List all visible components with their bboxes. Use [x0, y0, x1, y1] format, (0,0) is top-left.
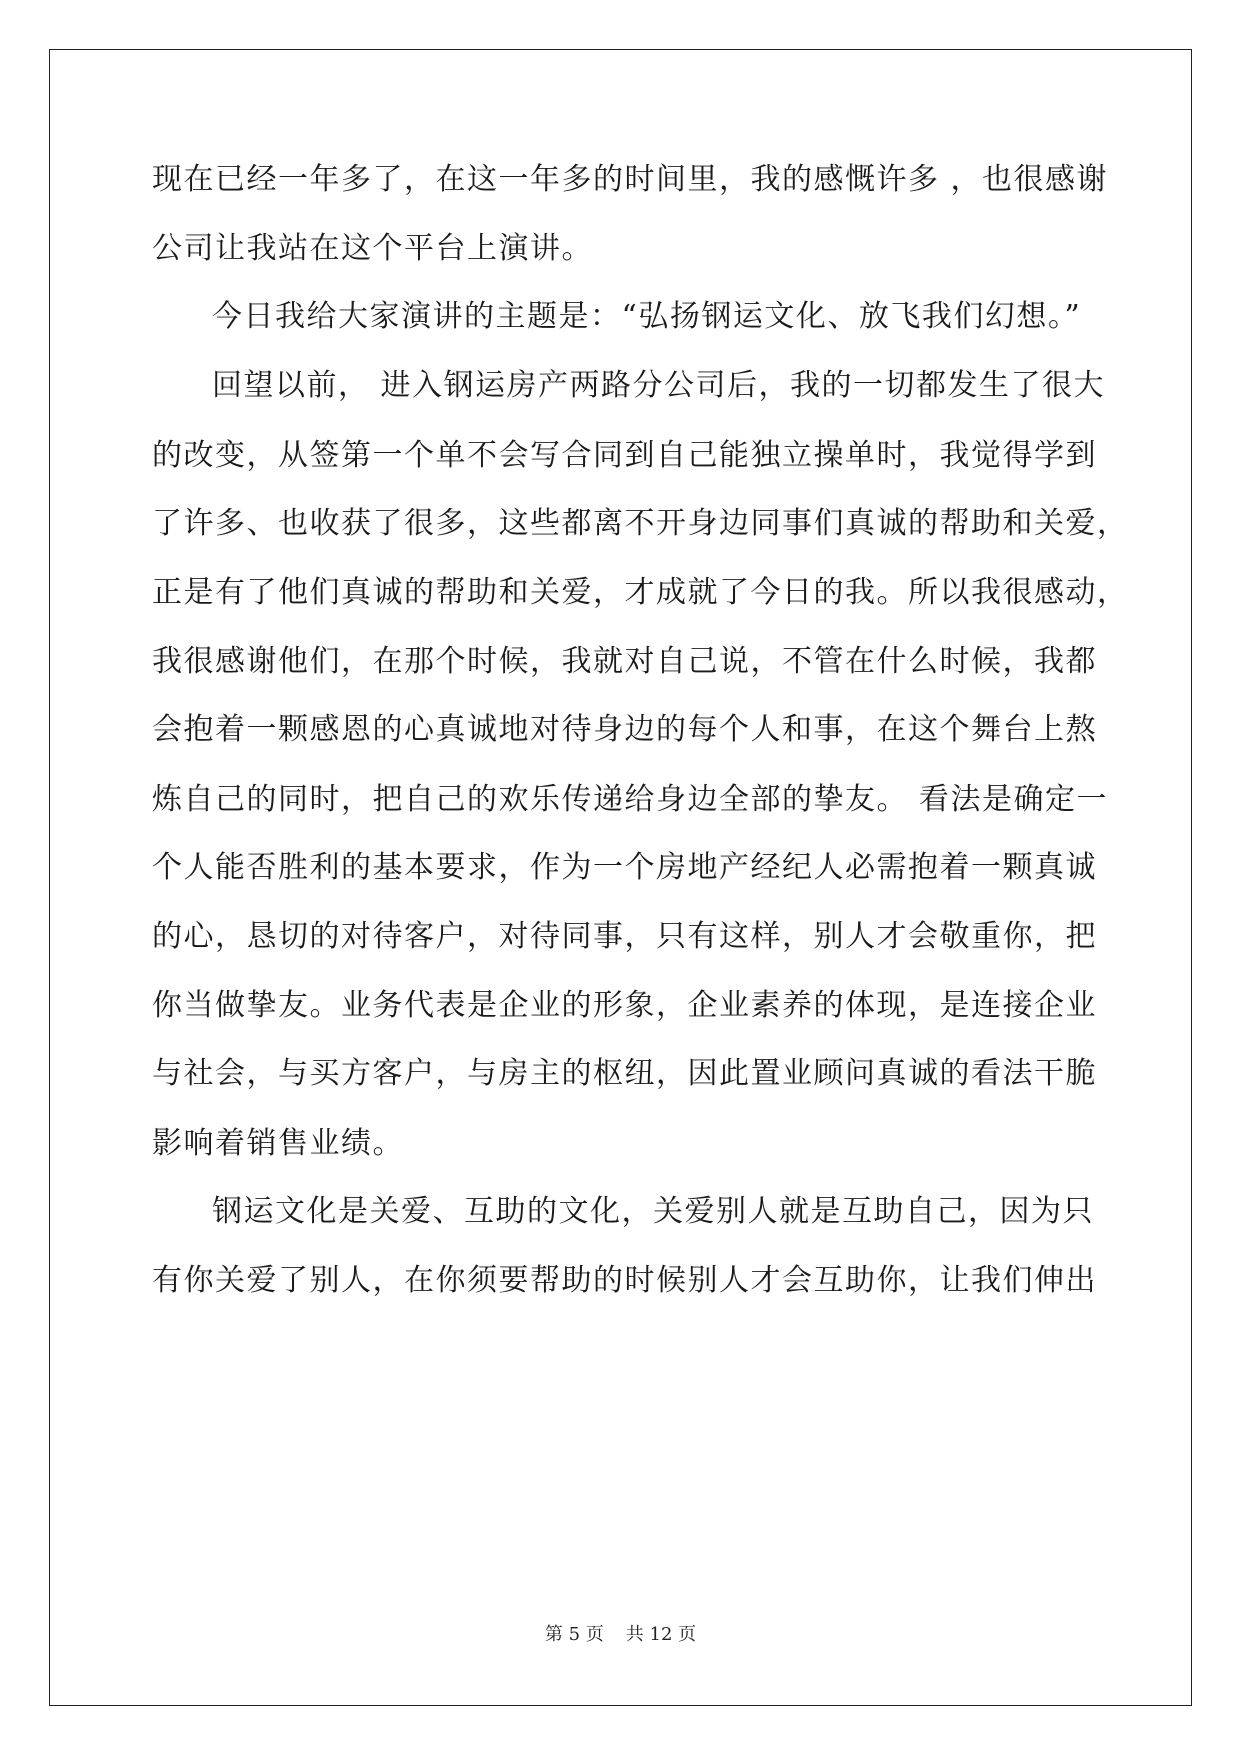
paragraph-start-line: 回望以前， 进入钢运房产两路分公司后，我的一切都发生了很大 — [212, 368, 1106, 403]
text-line: 影响着销售业绩。 — [152, 1126, 404, 1161]
text-line: 会抱着一颗感恩的心真诚地对待身边的每个人和事，在这个舞台上熬 — [152, 712, 1097, 747]
text-line: 有你关爱了别人，在你须要帮助的时候别人才会互助你，让我们伸出 — [152, 1263, 1097, 1298]
page-number: 第 5 页 — [544, 1624, 604, 1645]
paragraph-start-line: 今日我给大家演讲的主题是：“弘扬钢运文化、放飞我们幻想。” — [212, 299, 1082, 334]
text-line: 的心，恳切的对待客户，对待同事，只有这样，别人才会敬重你，把 — [152, 919, 1097, 954]
text-line: 正是有了他们真诚的帮助和关爱，才成就了今日的我。所以我很感动， — [152, 575, 1129, 610]
page-footer — [0, 1620, 1241, 1646]
text-line: 的改变，从签第一个单不会写合同到自己能独立操单时，我觉得学到 — [152, 438, 1097, 473]
text-line: 与社会，与买方客户，与房主的枢纽，因此置业顾问真诚的看法干脆 — [152, 1056, 1097, 1091]
text-line: 我很感谢他们，在那个时候，我就对自己说，不管在什么时候，我都 — [152, 644, 1097, 679]
text-line: 你当做挚友。业务代表是企业的形象，企业素养的体现，是连接企业 — [152, 988, 1097, 1023]
page-total: 共 12 页 — [625, 1624, 697, 1645]
text-line: 公司让我站在这个平台上演讲。 — [152, 231, 593, 266]
text-line: 了许多、也收获了很多，这些都离不开身边同事们真诚的帮助和关爱， — [152, 506, 1129, 541]
text-line: 现在已经一年多了，在这一年多的时间里，我的感慨许多 ，也很感谢 — [152, 162, 1109, 197]
paragraph-start-line: 钢运文化是关爱、互助的文化，关爱别人就是互助自己，因为只 — [212, 1194, 1094, 1229]
text-line: 个人能否胜利的基本要求，作为一个房地产经纪人必需抱着一颗真诚 — [152, 850, 1097, 885]
text-line: 炼自己的同时，把自己的欢乐传递给身边全部的挚友。 看法是确定一 — [152, 782, 1109, 817]
